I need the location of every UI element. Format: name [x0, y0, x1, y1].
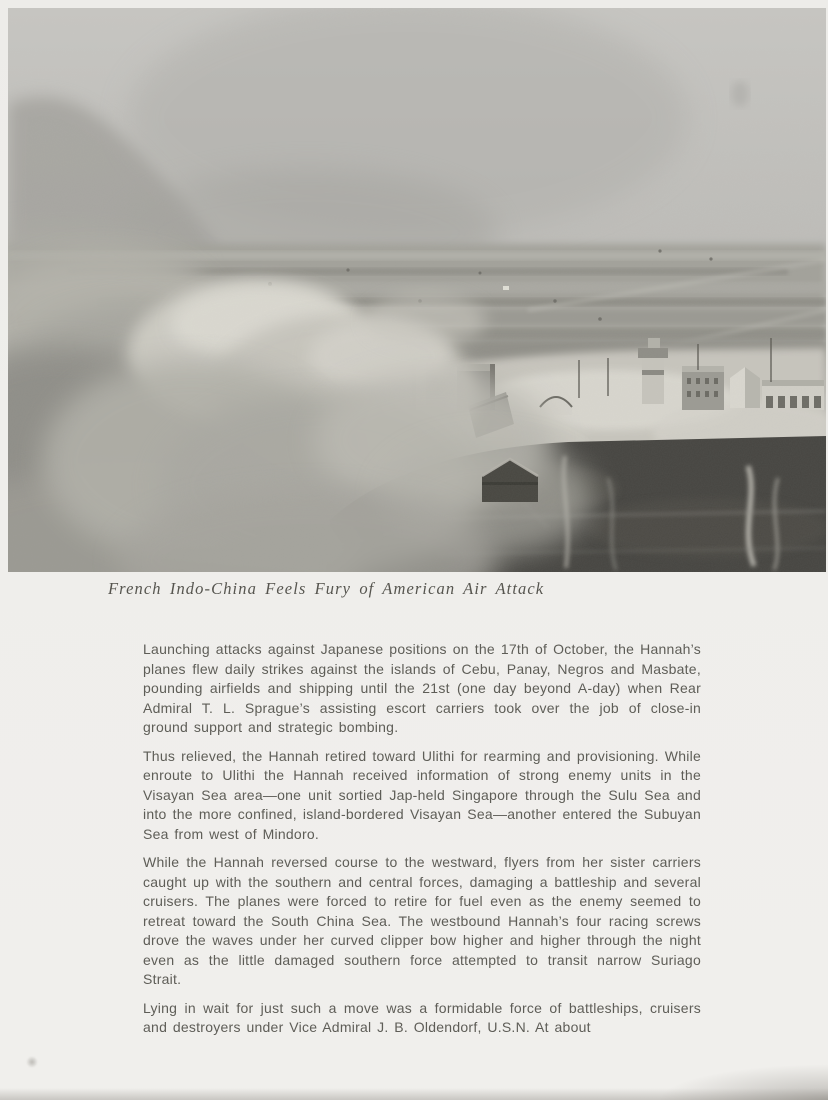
pencil-mark [24, 1054, 39, 1069]
page-corner-shadow [658, 1064, 828, 1100]
paragraph-3: While the Hannah reversed course to the westward, flyers from her sister carriers caught up with the southern and central forces, damaging a battleship and several cruisers. The planes were forced to retire for fuel even as the enemy seemed to retreat toward the South China Sea. The westbound Hannah’s four racing screws drove the waves under her curved clipper bow higher and higher through the night even as the little damaged southern force attempted to transit narrow Suriago Strait. [143, 854, 701, 987]
paragraph-2: Thus relieved, the Hannah retired toward Ulithi for rearming and provisioning. While enroute to Ulithi the Hannah received information of strong enemy units in the Visayan Sea area—one unit sortied Jap-held Singapore through the Sulu Sea and into the more confined, island-bordered Visayan Sea—another entered the Subuyan Sea from west of Mindoro. [143, 747, 701, 842]
photo-caption: French Indo-China Feels Fury of American Air Attack [108, 579, 545, 598]
attack-photo-art [8, 8, 826, 572]
paragraph-4: Lying in wait for just such a move was a formidable force of battleships, cruisers and destroyers under Vice Admiral J. B. Oldendorf, U.S.N. At about [143, 999, 701, 1035]
attack-photo [8, 8, 826, 572]
body-text [143, 640, 701, 1047]
paragraph-1: Launching attacks against Japanese positions on the 17th of October, the Hannah’s planes flew daily strikes against the islands of Cebu, Panay, Negros and Masbate, pounding airfields and shipping until the 21st (one day beyond A-day) when Rear Admiral T. L. Sprague’s assisting escort carriers took over the job of close-in ground support and strategic bombing. [143, 641, 701, 735]
